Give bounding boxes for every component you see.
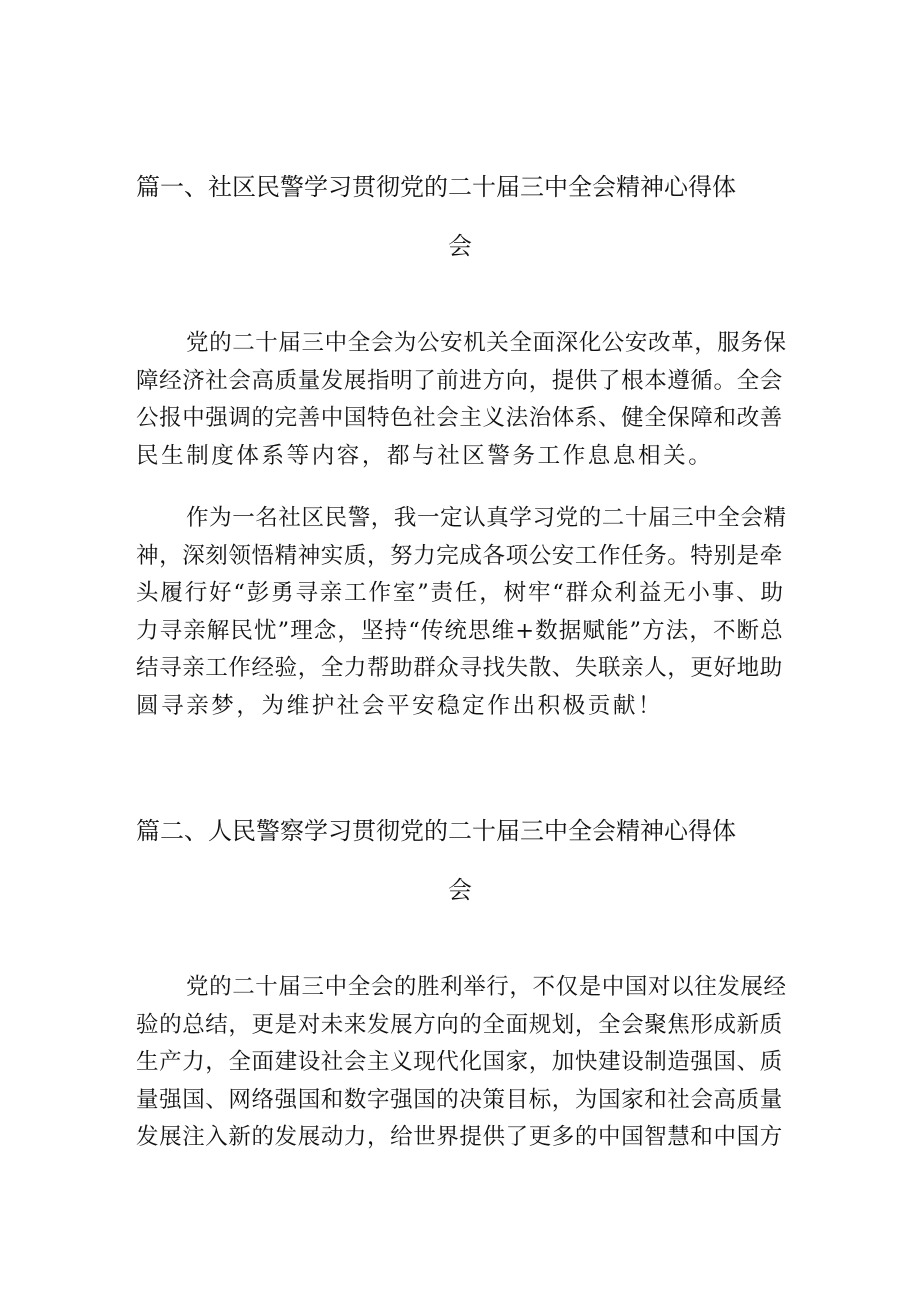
text-line: 验的总结，更是对未来发展方向的全面规划，全会聚焦形成新质 (136, 1011, 783, 1038)
text-line: 民生制度体系等内容，都与社区警务工作息息相关。 (136, 442, 714, 469)
text-line: 神，深刻领悟精神实质，努力完成各项公安工作任务。特别是牵 (136, 542, 783, 569)
text-line: 公报中强调的完善中国特色社会主义法治体系、健全保障和改善 (136, 405, 783, 431)
text-line: 作为一名社区民警，我一定认真学习党的二十届三中全会精 (186, 505, 787, 531)
text-line: 圆寻亲梦，为维护社会平安稳定作出积极贡献！ (136, 692, 664, 719)
section2-paragraph-1 (136, 969, 788, 1157)
section1-paragraph-2 (136, 500, 788, 725)
section1-paragraph-1 (136, 325, 788, 475)
section2-title-continuation: 会 (448, 876, 472, 904)
text-line: 党的二十届三中全会的胜利举行，不仅是中国对以往发展经 (186, 974, 787, 1000)
text-line: 量强国、网络强国和数字强国的决策目标，为国家和社会高质量 (136, 1086, 783, 1113)
text-line: 发展注入新的发展动力，给世界提供了更多的中国智慧和中国方 (136, 1124, 783, 1150)
text-line: 生产力，全面建设社会主义现代化国家，加快建设制造强国、质 (136, 1049, 783, 1075)
text-line: 党的二十届三中全会为公安机关全面深化公安改革，服务保 (186, 330, 787, 356)
section2-title: 篇二、人民警察学习贯彻党的二十届三中全会精神心得体 (136, 817, 736, 845)
text-line: 头履行好“彭勇寻亲工作室”责任，树牢“群众利益无小事、助 (136, 580, 785, 606)
section1-title: 篇一、社区民警学习贯彻党的二十届三中全会精神心得体 (136, 173, 736, 201)
text-line: 结寻亲工作经验，全力帮助群众寻找失散、失联亲人，更好地助 (136, 655, 783, 681)
text-line: 力寻亲解民忧”理念，坚持“传统思维+数据赋能”方法，不断总 (136, 617, 784, 644)
text-line: 障经济社会高质量发展指明了前进方向，提供了根本遵循。全会 (136, 367, 783, 394)
section1-title-continuation: 会 (448, 232, 472, 260)
